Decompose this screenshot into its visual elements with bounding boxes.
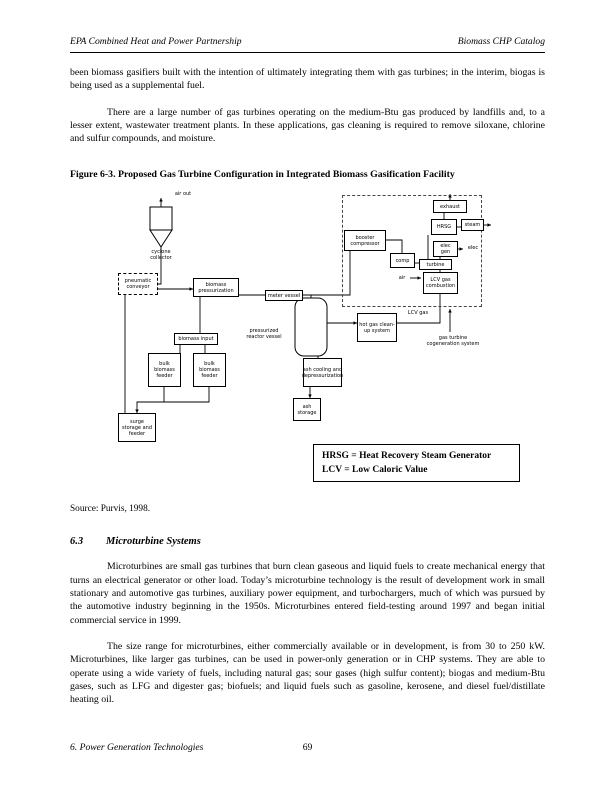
surge-storage-box: surge storage and feeder (118, 413, 156, 442)
figure-title: Figure 6-3. Proposed Gas Turbine Configuration in Integrated Biomass Gasification Facility (70, 169, 455, 181)
bulk-biomass-feeder-box-2: bulk biomass feeder (193, 353, 226, 387)
section-title: Microturbine Systems (106, 536, 201, 548)
cyclone-collector-label: cyclone collector (150, 249, 172, 262)
meter-vessel-box: meter vessel (265, 290, 303, 301)
ash-storage-box: ash storage (293, 398, 321, 421)
section-heading (70, 536, 545, 547)
legend-line-lcv: LCV = Low Caloric Value (322, 465, 428, 476)
cogeneration-system-label: gas turbine cogeneration system (426, 335, 480, 348)
hrsg-box: HRSG (431, 219, 457, 235)
biomass-input-box: biomass input (174, 333, 218, 345)
hot-gas-cleanup-box: hot gas clean-up system (357, 313, 397, 342)
figure-diagram (70, 190, 545, 490)
legend-line-hrsg: HRSG = Heat Recovery Steam Generator (322, 451, 492, 462)
paragraph-3: Microturbines are small gas turbines that burn clean gaseous and liquid fuels to create mechanical energy that turns an electrical generator or other load. Today’s microturbine technology is the result of development work in small stationary and automotive gas turbines, auxiliary power equipment, and turbochargers, much of which was pursued by the automotive industry beginning in the 1950s. Microturbines entered field-testing around 1997 and began initial commercial service in 1999. (70, 561, 545, 626)
exhaust-box: exhaust (433, 200, 467, 213)
reactor-vessel-label: pressurized reactor vessel (246, 328, 282, 341)
paragraph-1: been biomass gasifiers built with the intention of ultimately integrating them with gas turbines; in the interim, biogas is being used as a supplemental fuel. (70, 67, 545, 92)
footer-left: 6. Power Generation Technologies (70, 742, 204, 753)
paragraph-4: The size range for microturbines, either commercially available or in development, is from 30 to 250 kW. Microturbines, like larger gas turbines, can be used in power-only generation or in CHP systems. They are able to operate using a wide variety of fuels, including natural gas; sour gases (high sulfur content); biogas and medium-Btu gases, such as LFG and digester gas; biofuels; and liquid fuels such as gasoline, kerosene, and diesel fuel/distillate heating oil. (70, 640, 545, 706)
page-header (70, 36, 545, 53)
lcv-gas-combustion-box: LCV gas combustion (423, 272, 458, 294)
lcv-gas-label: LCV gas (407, 310, 429, 317)
reactor-vessel-shape (295, 298, 327, 356)
comp-box: comp (390, 253, 415, 268)
elec-label: elec (467, 245, 479, 252)
cyclone-shape (150, 207, 172, 230)
header-left: EPA Combined Heat and Power Partnership (70, 36, 242, 47)
elec-gen-box: elec gen (433, 241, 458, 257)
steam-box: steam (461, 219, 484, 231)
page-footer (70, 742, 545, 753)
pneumatic-conveyor-box: pneumatic conveyor (118, 273, 158, 295)
figure-legend (313, 444, 520, 482)
booster-compressor-box: booster compressor (344, 230, 386, 251)
figure-source: Source: Purvis, 1998. (70, 504, 151, 515)
turbine-box: turbine (419, 259, 452, 270)
section-number: 6.3 (70, 536, 84, 548)
biomass-pressurization-box: biomass pressurization (193, 278, 239, 297)
bulk-biomass-feeder-box-1: bulk biomass feeder (148, 353, 181, 387)
cyclone-cone (150, 230, 172, 247)
ash-cooling-box: ash cooling and depressurization (303, 358, 342, 387)
page-number: 69 (302, 742, 313, 753)
air-label: air (398, 275, 406, 282)
header-right: Biomass CHP Catalog (457, 36, 545, 47)
air-out-label: air out (174, 191, 192, 198)
paragraph-2: There are a large number of gas turbines operating on the medium-Btu gas produced by landfills and, to a lesser extent, wastewater treatment plants. In these applications, gas cleaning is required to remove siloxane, chlorine and sulfur compounds, and moisture. (70, 106, 545, 145)
